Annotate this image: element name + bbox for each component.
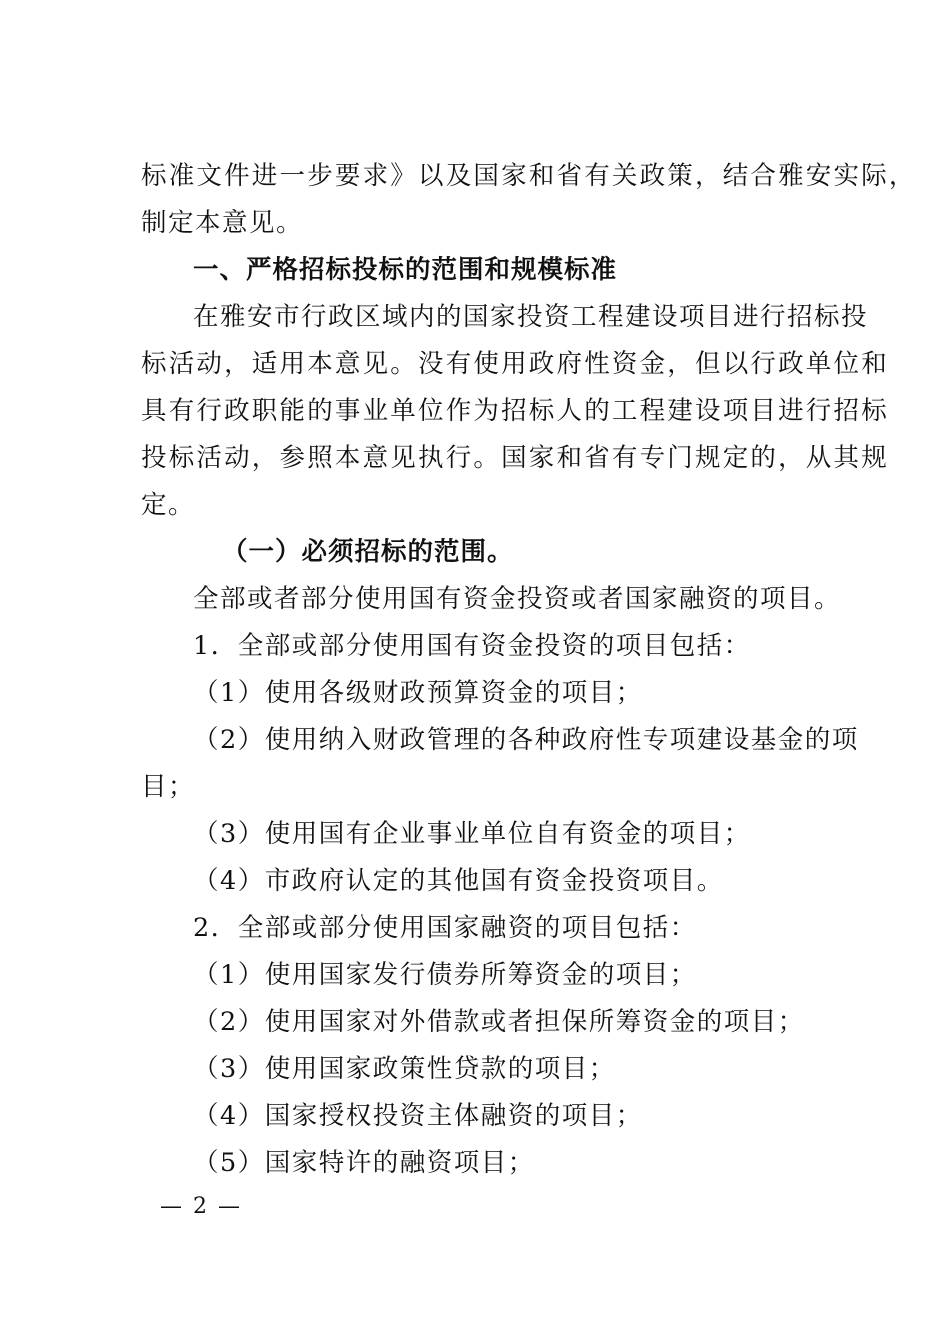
list-item: （5）国家特许的融资项目； [193, 1148, 535, 1178]
body-text-line: 具有行政职能的事业单位作为招标人的工程建设项目进行招标 [141, 396, 889, 426]
list-item: （2）使用国家对外借款或者担保所筹资金的项目； [193, 1007, 805, 1037]
list-item: （1）使用国家发行债券所筹资金的项目； [193, 960, 697, 990]
list-item-continuation: 目； [141, 772, 196, 802]
list-item: （4）国家授权投资主体融资的项目； [193, 1101, 643, 1131]
body-text-line: 标活动，适用本意见。没有使用政府性资金，但以行政单位和 [141, 349, 889, 379]
body-text-line: 全部或者部分使用国有资金投资或者国家融资的项目。 [193, 584, 842, 614]
list-item: （4）市政府认定的其他国有资金投资项目。 [193, 866, 724, 896]
body-text-line: 标准文件进一步要求》以及国家和省有关政策，结合雅安实际， [141, 161, 917, 191]
section-heading: 一、严格招标投标的范围和规模标准 [193, 255, 618, 285]
body-text-line: 定。 [141, 490, 196, 520]
list-item: （1）使用各级财政预算资金的项目； [193, 678, 643, 708]
page-number: — 2 — [160, 1194, 242, 1219]
body-text-line: 制定本意见。 [141, 208, 304, 238]
list-item: （2）使用纳入财政管理的各种政府性专项建设基金的项 [193, 725, 859, 755]
body-text-line: 在雅安市行政区域内的国家投资工程建设项目进行招标投 [193, 302, 869, 332]
list-item: （3）使用国有企业事业单位自有资金的项目； [193, 819, 751, 849]
list-heading: 1．全部或部分使用国有资金投资的项目包括： [193, 631, 751, 661]
list-heading: 2．全部或部分使用国家融资的项目包括： [193, 913, 697, 943]
subsection-heading: （一）必须招标的范围。 [222, 537, 514, 567]
list-item: （3）使用国家政策性贷款的项目； [193, 1054, 616, 1084]
body-text-line: 投标活动，参照本意见执行。国家和省有专门规定的，从其规 [141, 443, 889, 473]
